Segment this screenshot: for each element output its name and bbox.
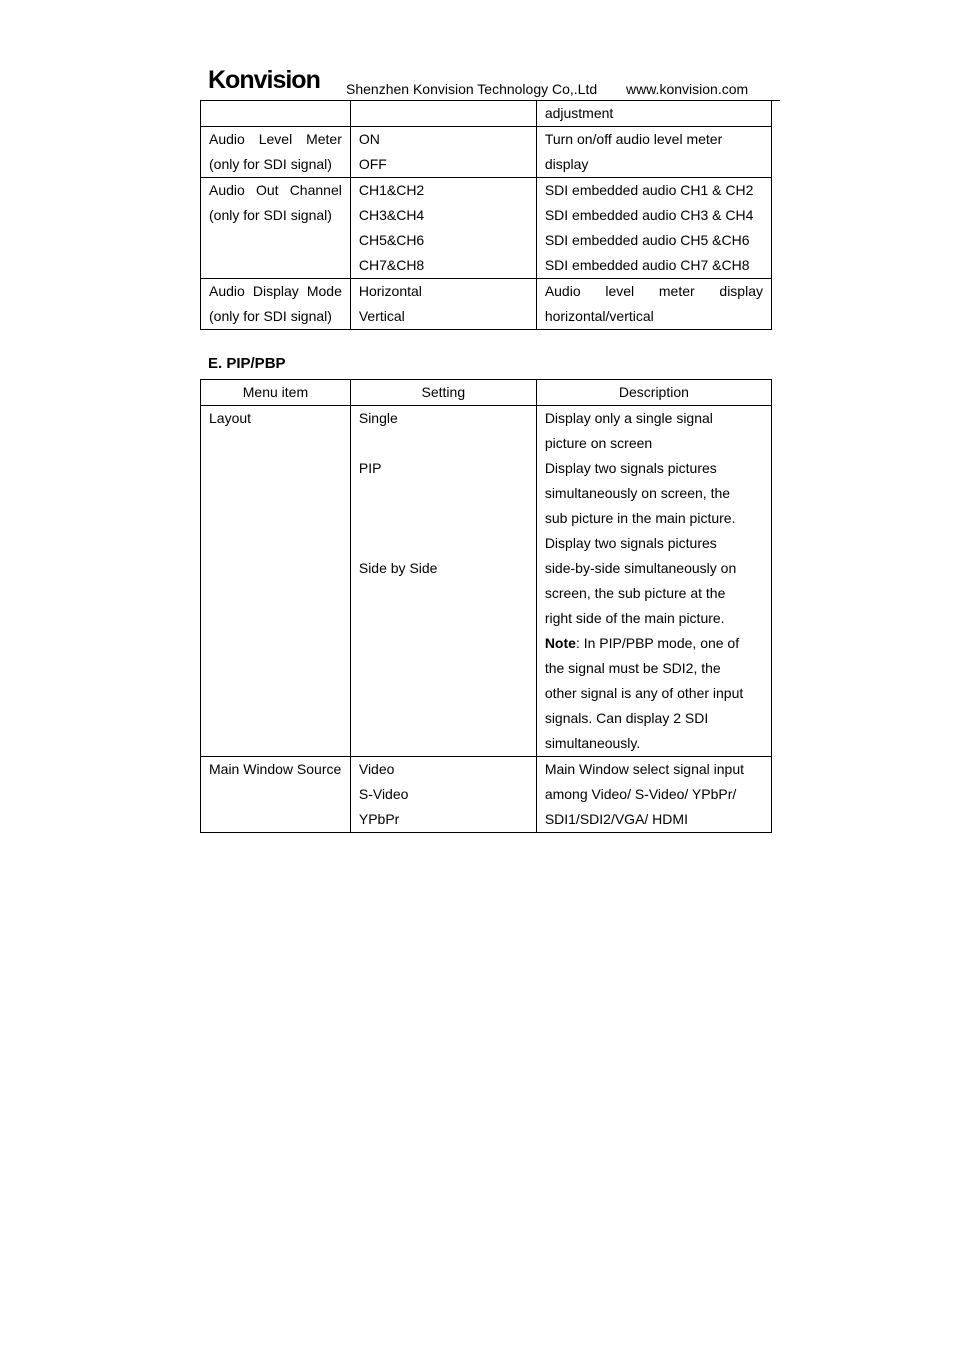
- setting-line: Video: [358, 761, 395, 777]
- menu-item-cell: [201, 757, 351, 833]
- page-header: [200, 66, 780, 101]
- description-cell: [536, 178, 771, 279]
- setting-line: CH7&CH8: [358, 257, 425, 273]
- table-row: [201, 178, 772, 279]
- setting-line: Single: [358, 410, 398, 426]
- description-line: Display only a single signal: [544, 410, 713, 426]
- menu-item-line: (only for SDI signal): [209, 156, 332, 172]
- menu-item-line: (only for SDI signal): [209, 207, 332, 223]
- setting-cell: [350, 406, 536, 757]
- setting-line: Vertical: [358, 308, 405, 324]
- note-line: [545, 631, 763, 656]
- menu-item-line: Layout: [209, 410, 252, 426]
- description-line: SDI1/SDI2/VGA/ HDMI: [544, 811, 688, 827]
- table-row: [201, 757, 772, 833]
- menu-item-cell: [201, 178, 351, 279]
- setting-line: Horizontal: [358, 283, 422, 299]
- setting-line: CH3&CH4: [358, 207, 425, 223]
- table-row: [201, 279, 772, 330]
- description-line: signals. Can display 2 SDI: [544, 710, 709, 726]
- column-header: Setting: [350, 380, 536, 406]
- description-line: SDI embedded audio CH1 & CH2: [544, 182, 754, 198]
- section-title: E. PIP/PBP: [208, 355, 286, 372]
- description-line: among Video/ S-Video/ YPbPr/: [544, 786, 737, 802]
- description-line: SDI embedded audio CH5 &CH6: [544, 232, 750, 248]
- website-link: www.konvision.com: [626, 81, 749, 97]
- description-line: horizontal/vertical: [544, 308, 654, 324]
- setting-cell: [350, 279, 536, 330]
- setting-line: OFF: [358, 156, 387, 172]
- description-line: Audio level meter display: [544, 283, 763, 299]
- table-header-row: [201, 380, 772, 406]
- setting-line: S-Video: [358, 786, 409, 802]
- description-cell: [536, 406, 771, 757]
- description-cell: [536, 127, 771, 178]
- description-line: side-by-side simultaneously on: [544, 560, 737, 576]
- table-row: [201, 101, 772, 127]
- description-line: Main Window select signal input: [544, 761, 745, 777]
- setting-cell: [350, 127, 536, 178]
- description-line: SDI embedded audio CH7 &CH8: [544, 257, 750, 273]
- description-line: adjustment: [544, 105, 614, 121]
- menu-item-line: Audio Display Mode: [209, 283, 342, 299]
- setting-line: PIP: [358, 460, 382, 476]
- description-line: simultaneously.: [544, 735, 641, 751]
- description-line: sub picture in the main picture.: [544, 510, 736, 526]
- description-line: right side of the main picture.: [544, 610, 725, 626]
- menu-item-cell: [201, 127, 351, 178]
- setting-line: CH5&CH6: [358, 232, 425, 248]
- description-cell: [536, 757, 771, 833]
- description-line: picture on screen: [544, 435, 653, 451]
- note-text: : In PIP/PBP mode, one of: [575, 635, 740, 651]
- table-row: [201, 406, 772, 757]
- description-line: Turn on/off audio level meter: [544, 131, 723, 147]
- pip-pbp-table: [200, 379, 772, 833]
- description-line: Display two signals pictures: [544, 535, 717, 551]
- menu-item-cell: [201, 101, 351, 127]
- note-label: Note: [544, 635, 576, 651]
- description-line: SDI embedded audio CH3 & CH4: [544, 207, 754, 223]
- setting-line: YPbPr: [358, 811, 400, 827]
- company-name: Shenzhen Konvision Technology Co,.Ltd: [346, 81, 598, 97]
- description-line: the signal must be SDI2, the: [544, 660, 721, 676]
- description-line: other signal is any of other input: [544, 685, 744, 701]
- setting-line: CH1&CH2: [358, 182, 425, 198]
- menu-item-line: Audio Level Meter: [209, 131, 342, 147]
- description-line: screen, the sub picture at the: [544, 585, 726, 601]
- menu-item-cell: [201, 279, 351, 330]
- audio-settings-table: [200, 100, 772, 330]
- setting-cell: [350, 757, 536, 833]
- menu-item-line: (only for SDI signal): [209, 308, 332, 324]
- setting-cell: [350, 101, 536, 127]
- description-line: simultaneously on screen, the: [544, 485, 731, 501]
- konvision-logo: Konvision: [208, 66, 320, 94]
- menu-item-line: Main Window Source: [209, 761, 342, 777]
- column-header: Menu item: [201, 380, 351, 406]
- setting-cell: [350, 178, 536, 279]
- menu-item-cell: [201, 406, 351, 757]
- description-line: Display two signals pictures: [544, 460, 717, 476]
- setting-line: ON: [358, 131, 380, 147]
- description-line: display: [544, 156, 589, 172]
- description-cell: [536, 279, 771, 330]
- table-row: [201, 127, 772, 178]
- column-header: Description: [536, 380, 771, 406]
- setting-line: Side by Side: [358, 560, 438, 576]
- description-cell: [536, 101, 771, 127]
- menu-item-line: Audio Out Channel: [209, 182, 342, 198]
